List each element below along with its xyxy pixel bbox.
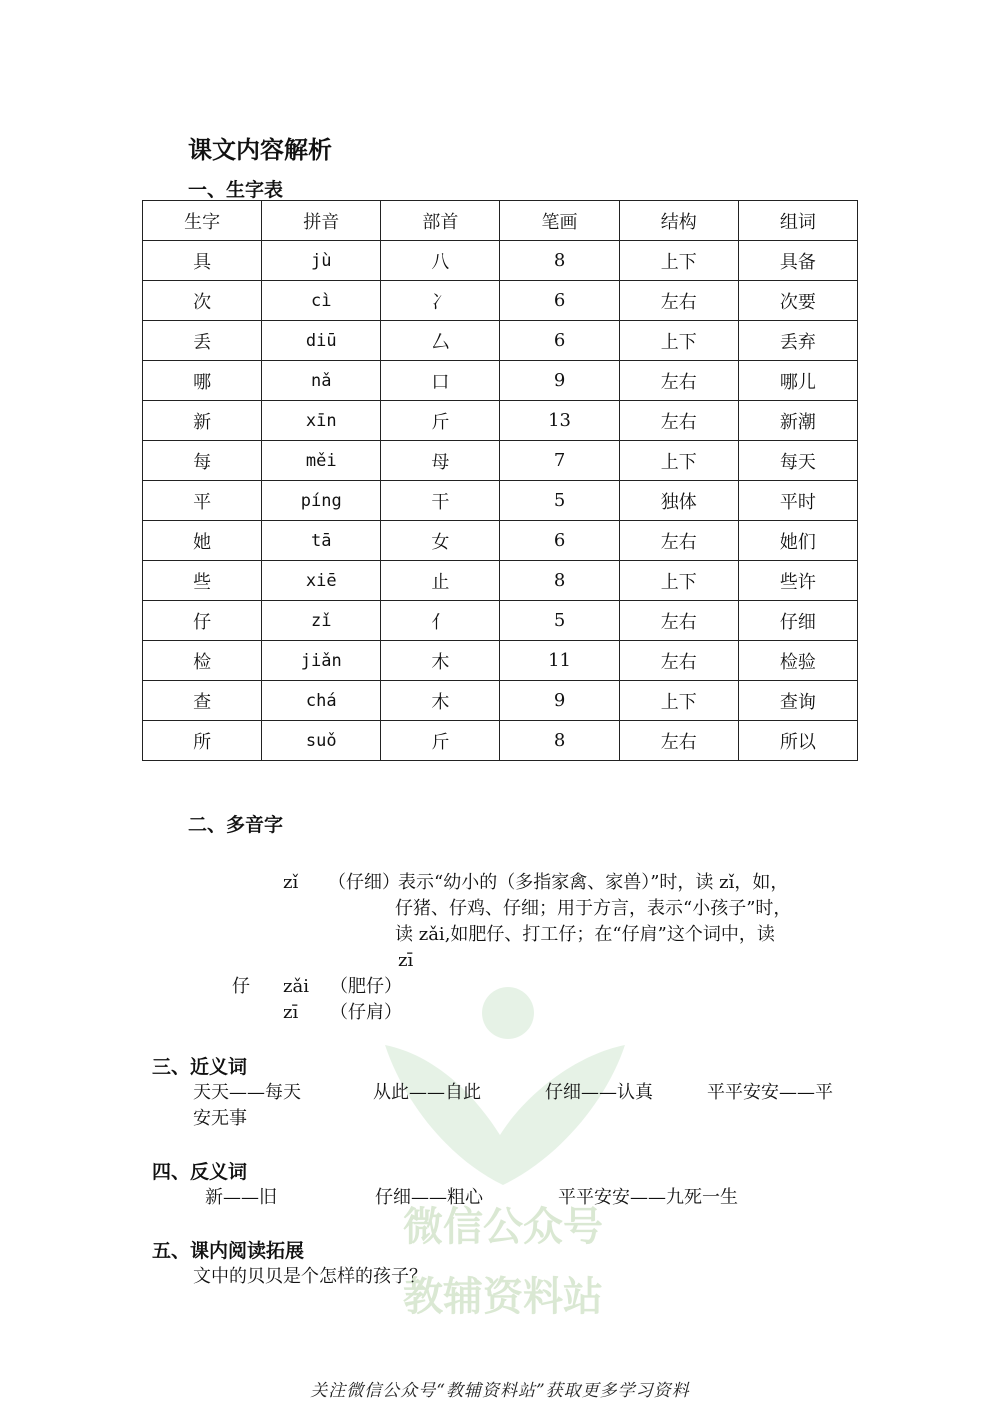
table-header-row [143, 201, 858, 241]
table-cell: suǒ [262, 721, 381, 761]
table-cell: 9 [500, 361, 619, 401]
table-cell: 6 [500, 281, 619, 321]
table-header-cell: 部首 [381, 201, 500, 241]
table-cell: 八 [381, 241, 500, 281]
table-row [143, 681, 858, 721]
table-cell: 新 [143, 401, 262, 441]
table-cell: 查 [143, 681, 262, 721]
section-heading-char-table: 一、生字表 [188, 179, 284, 201]
polyphone-r3-pinyin: zī [283, 1002, 299, 1023]
table-cell: 次要 [738, 281, 857, 321]
table-cell: 些许 [738, 561, 857, 601]
synonym-pair: 从此——自此 [373, 1082, 481, 1103]
polyphone-r1-line4: zī [398, 950, 414, 971]
table-cell: 哪儿 [738, 361, 857, 401]
table-cell: 木 [381, 681, 500, 721]
table-cell: 她们 [738, 521, 857, 561]
table-cell: zǐ [262, 601, 381, 641]
table-cell: 11 [500, 641, 619, 681]
table-row [143, 601, 858, 641]
table-cell: 厶 [381, 321, 500, 361]
table-cell: jù [262, 241, 381, 281]
table-cell: 左右 [619, 641, 738, 681]
synonym-pair: 仔细——认真 [545, 1082, 653, 1103]
section-heading-synonyms: 三、近义词 [152, 1056, 248, 1078]
table-cell: 上下 [619, 321, 738, 361]
table-cell: 左右 [619, 281, 738, 321]
table-cell: píng [262, 481, 381, 521]
table-row [143, 441, 858, 481]
section-heading-reading: 五、课内阅读拓展 [152, 1240, 305, 1262]
table-header-cell: 结构 [619, 201, 738, 241]
table-cell: 9 [500, 681, 619, 721]
footer-note: 关注微信公众号“教辅资料站”获取更多学习资料 [310, 1381, 690, 1401]
table-row [143, 321, 858, 361]
table-cell: 亻 [381, 601, 500, 641]
table-cell: xīn [262, 401, 381, 441]
polyphone-r1-pinyin: zǐ [283, 872, 299, 893]
table-cell: 左右 [619, 601, 738, 641]
antonym-pair: 新——旧 [205, 1187, 277, 1208]
table-cell: 母 [381, 441, 500, 481]
table-cell: 5 [500, 601, 619, 641]
table-row [143, 721, 858, 761]
table-row [143, 521, 858, 561]
synonym-pair: 平平安安——平 [707, 1082, 833, 1103]
polyphone-r1-line2: 仔猪、仔鸡、仔细；用于方言，表示“小孩子”时， [395, 898, 792, 919]
table-cell: 7 [500, 441, 619, 481]
polyphone-r1-line3: 读 zǎi,如肥仔、打工仔；在“仔肩”这个词中，读 [395, 924, 775, 945]
table-cell: jiǎn [262, 641, 381, 681]
table-cell: tā [262, 521, 381, 561]
section-heading-antonyms: 四、反义词 [152, 1161, 248, 1183]
table-cell: 13 [500, 401, 619, 441]
table-cell: 仔细 [738, 601, 857, 641]
table-cell: 5 [500, 481, 619, 521]
table-cell: 具 [143, 241, 262, 281]
table-cell: 独体 [619, 481, 738, 521]
polyphone-r2-word: （肥仔） [330, 976, 402, 997]
table-cell: 所以 [738, 721, 857, 761]
watermark-logo [375, 985, 635, 1305]
watermark-line2: 教辅资料站 [403, 1274, 603, 1320]
table-row [143, 481, 858, 521]
reading-question: 文中的贝贝是个怎样的孩子？ [193, 1266, 427, 1287]
table-cell: 左右 [619, 521, 738, 561]
table-cell: 口 [381, 361, 500, 401]
polyphone-char: 仔 [232, 976, 250, 997]
synonym-pair: 天天——每天 [193, 1082, 301, 1103]
table-cell: 平时 [738, 481, 857, 521]
polyphone-r1-line1: 表示“幼小的（多指家禽、家兽）”时，读 zǐ，如， [398, 872, 789, 893]
table-cell: diū [262, 321, 381, 361]
table-cell: 左右 [619, 361, 738, 401]
table-cell: 斤 [381, 401, 500, 441]
table-row [143, 641, 858, 681]
watermark-figure-head [482, 987, 534, 1039]
table-cell: 查询 [738, 681, 857, 721]
table-cell: 些 [143, 561, 262, 601]
table-header-cell: 组词 [738, 201, 857, 241]
table-cell: xiē [262, 561, 381, 601]
table-row [143, 561, 858, 601]
table-cell: cì [262, 281, 381, 321]
table-cell: 检验 [738, 641, 857, 681]
table-row [143, 281, 858, 321]
table-cell: 左右 [619, 401, 738, 441]
table-cell: 干 [381, 481, 500, 521]
table-cell: 左右 [619, 721, 738, 761]
table-cell: 每 [143, 441, 262, 481]
table-cell: 斤 [381, 721, 500, 761]
table-cell: 次 [143, 281, 262, 321]
table-cell: 6 [500, 521, 619, 561]
table-cell: 新潮 [738, 401, 857, 441]
table-cell: chá [262, 681, 381, 721]
watermark-line1: 微信公众号 [403, 1204, 603, 1250]
table-header-cell: 生字 [143, 201, 262, 241]
table-cell: 她 [143, 521, 262, 561]
table-cell: 上下 [619, 681, 738, 721]
table-cell: nǎ [262, 361, 381, 401]
table-cell: 上下 [619, 441, 738, 481]
section-heading-polyphone: 二、多音字 [188, 814, 284, 836]
table-row [143, 361, 858, 401]
polyphone-r2-pinyin: zǎi [283, 976, 309, 997]
table-cell: 8 [500, 241, 619, 281]
table-header-cell: 拼音 [262, 201, 381, 241]
table-cell: 6 [500, 321, 619, 361]
table-cell: 木 [381, 641, 500, 681]
table-cell: 平 [143, 481, 262, 521]
table-cell: 丢弃 [738, 321, 857, 361]
watermark-leaves [385, 1045, 625, 1185]
antonym-pair: 平平安安——九死一生 [558, 1187, 738, 1208]
table-cell: 哪 [143, 361, 262, 401]
table-cell: 8 [500, 721, 619, 761]
table-row [143, 241, 858, 281]
page-title: 课文内容解析 [188, 135, 332, 164]
char-table [142, 200, 858, 761]
table-cell: 上下 [619, 561, 738, 601]
table-cell: 丢 [143, 321, 262, 361]
antonym-pair: 仔细——粗心 [375, 1187, 483, 1208]
polyphone-r3-word: （仔肩） [330, 1002, 402, 1023]
table-cell: 检 [143, 641, 262, 681]
table-header-cell: 笔画 [500, 201, 619, 241]
table-cell: 每天 [738, 441, 857, 481]
polyphone-r1-word: （仔细） [328, 872, 400, 893]
table-cell: 具备 [738, 241, 857, 281]
table-cell: 冫 [381, 281, 500, 321]
table-cell: 8 [500, 561, 619, 601]
table-cell: měi [262, 441, 381, 481]
table-cell: 所 [143, 721, 262, 761]
table-cell: 仔 [143, 601, 262, 641]
table-cell: 上下 [619, 241, 738, 281]
table-row [143, 401, 858, 441]
table-cell: 女 [381, 521, 500, 561]
synonym-pair-continued: 安无事 [193, 1108, 247, 1129]
table-cell: 止 [381, 561, 500, 601]
